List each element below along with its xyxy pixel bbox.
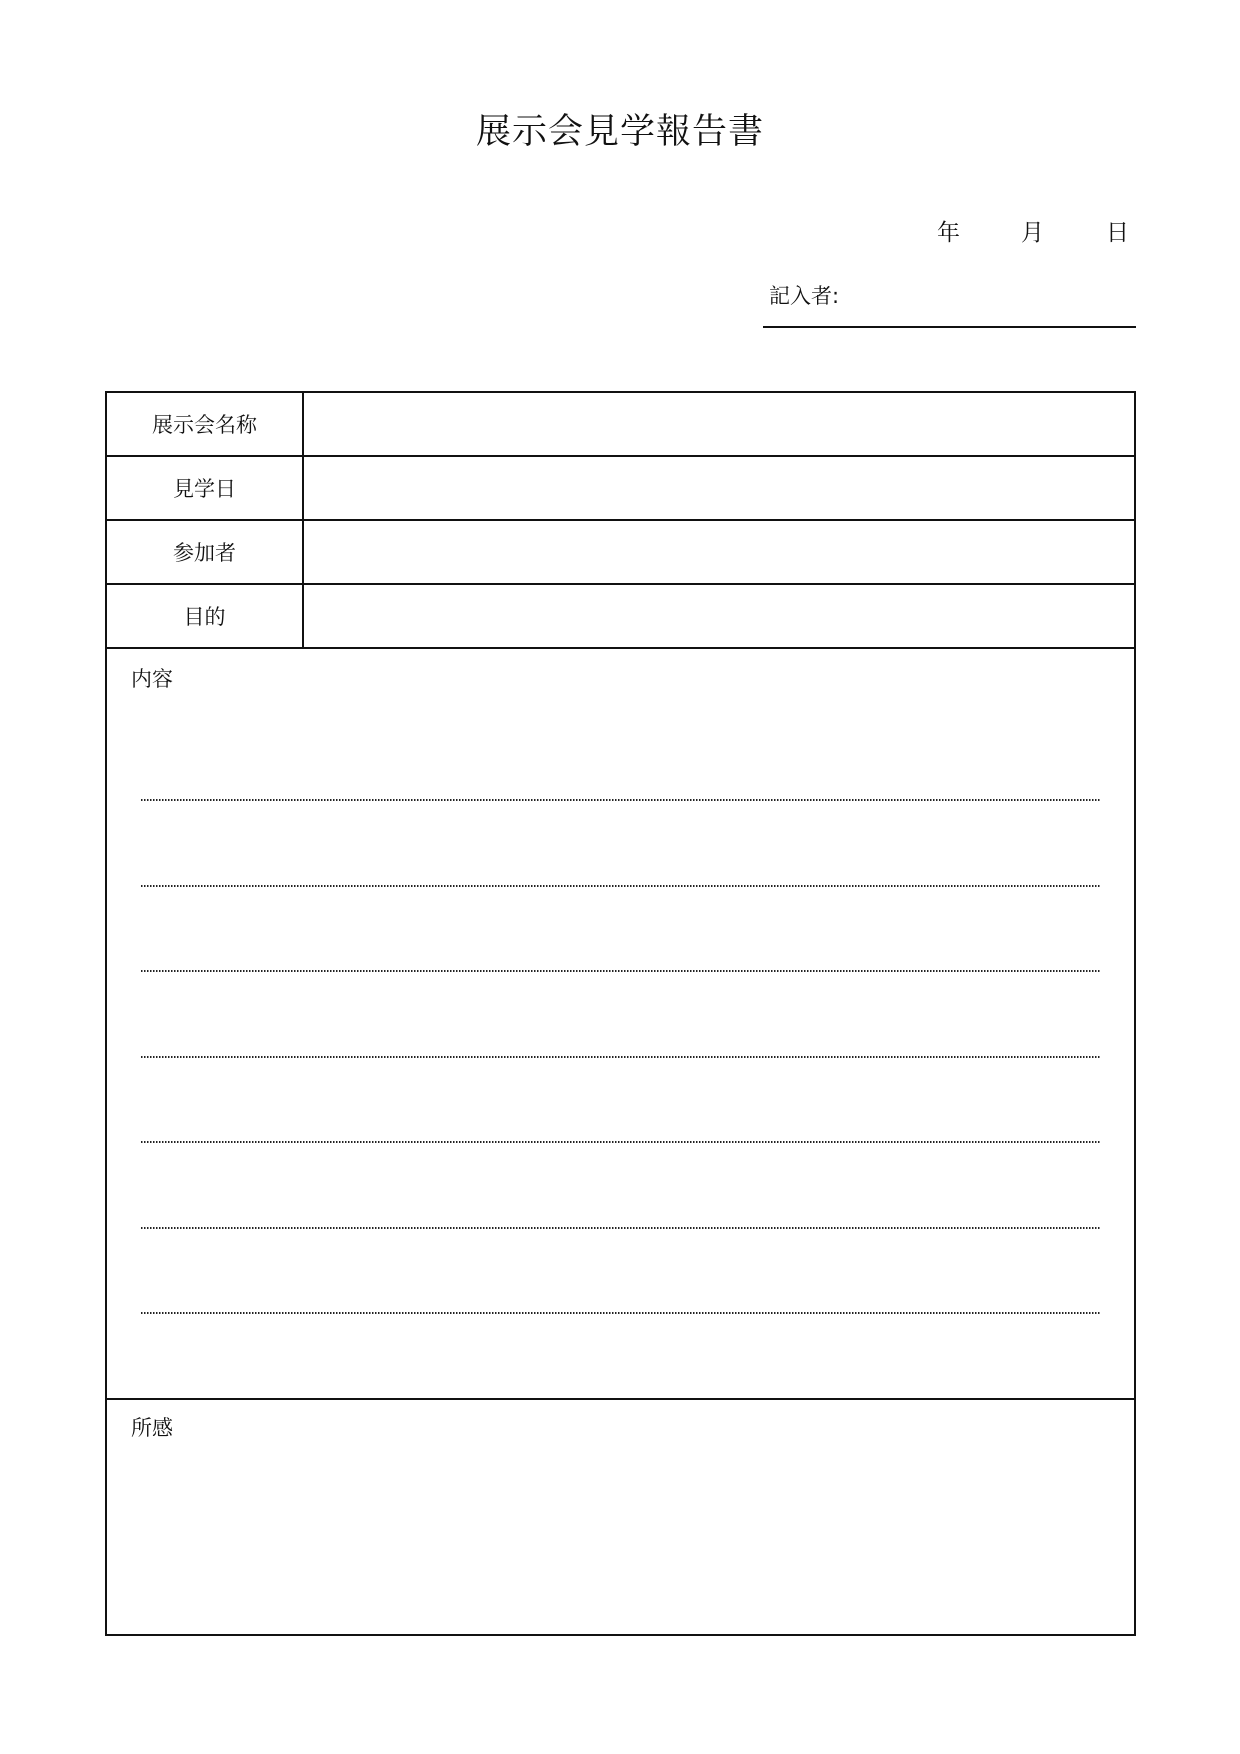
row-label-participants: 参加者 (107, 521, 304, 583)
content-heading: 内容 (131, 667, 173, 691)
year-label: 年 (937, 220, 960, 246)
form-row-visit-date (107, 457, 1134, 521)
row-label-visit-date: 見学日 (107, 457, 304, 519)
ruled-line (141, 1312, 1101, 1314)
form-row-exhibition-name (107, 393, 1134, 457)
row-label-purpose: 目的 (107, 585, 304, 647)
row-label-exhibition-name: 展示会名称 (107, 393, 304, 455)
ruled-line (141, 799, 1101, 801)
ruled-line (141, 1141, 1101, 1143)
purpose-field[interactable] (304, 585, 1134, 647)
writer-signature-line[interactable] (763, 326, 1136, 328)
page-title: 展示会見学報告書 (475, 112, 764, 152)
day-label: 日 (1106, 220, 1129, 246)
ruled-line (141, 1056, 1101, 1058)
date-row (0, 218, 1240, 248)
report-form (105, 391, 1136, 1636)
ruled-line (141, 1227, 1101, 1229)
content-area[interactable] (107, 649, 1134, 1398)
impressions-area[interactable] (107, 1400, 1134, 1634)
month-label: 月 (1021, 220, 1044, 246)
writer-label: 記入者: (769, 284, 840, 308)
exhibition-name-field[interactable] (304, 393, 1134, 455)
impressions-heading: 所感 (131, 1416, 173, 1440)
form-row-participants (107, 521, 1134, 585)
ruled-line (141, 970, 1101, 972)
participants-field[interactable] (304, 521, 1134, 583)
visit-date-field[interactable] (304, 457, 1134, 519)
ruled-line (141, 885, 1101, 887)
form-row-purpose (107, 585, 1134, 649)
